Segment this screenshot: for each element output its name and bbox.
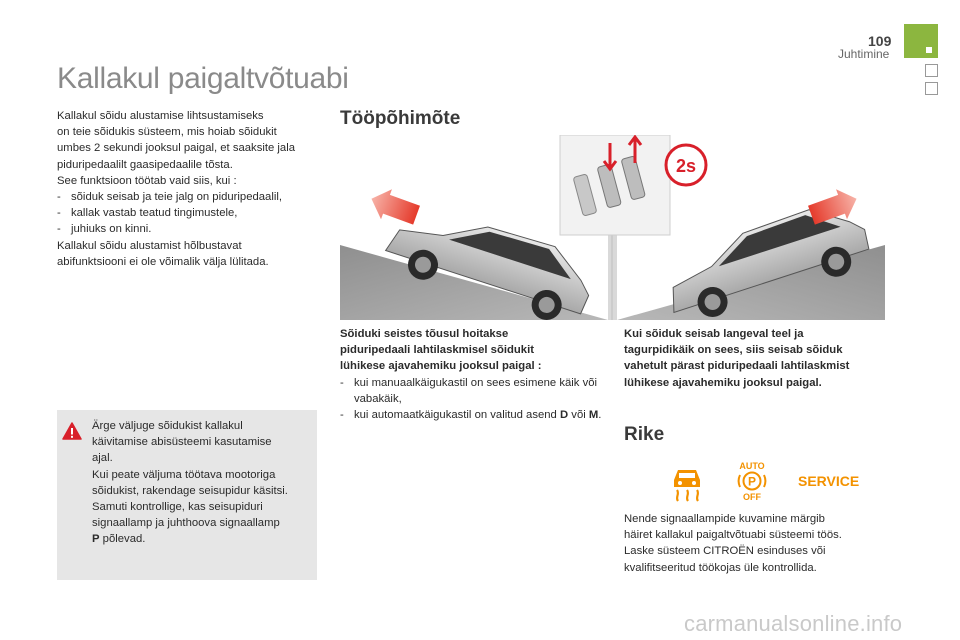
pedal-inset — [560, 135, 670, 235]
svg-text:OFF: OFF — [743, 492, 761, 502]
list-item: - juhiuks on kinni. — [57, 223, 152, 236]
tab-marker-icon — [926, 47, 932, 53]
skid-car-icon — [674, 470, 700, 501]
section-heading-fault: Rike — [624, 424, 665, 445]
intro-text: Kallakul sõidu alustamise lihtsustamiseks on teie sõidukis süsteem, mis hoiab sõidukit umbes 2 sekundi jooksul paigal, et saaksite jala piduripedaalilt gaasipedaalile tõsta. See funktsioon töötab vaid siis, kui : - sõiduk seisab ja teie jalg on piduripedaalil, - kallak vastab teatud tingimustele, - juhiuks on kinni. Kallakul sõidu alustamist hõlbustavat abifunktsiooni ei ole võimalik välja lülitada. — [57, 108, 319, 270]
list-item: - sõiduk seisab ja teie jalg on piduripedaalil, — [57, 191, 283, 204]
section-label: Juhtimine — [838, 47, 890, 61]
timer-2s-icon — [666, 145, 706, 185]
page-title: Kallakul paigaltvõtuabi — [57, 62, 349, 95]
list-item: - kallak vastab teatud tingimustele, — [57, 207, 238, 220]
list-item: - kui manuaalkäigukastil on sees esimene käik või vabakäik, — [340, 376, 598, 405]
chapter-tab[interactable] — [925, 64, 938, 77]
caption-downhill: Kui sõiduk seisab langeval teel ja tagurpidikäik on sees, siis seisab sõiduk vahetult pärast piduripedaali lahtilaskmist lühikese ajavahemiku jooksul paigal. — [624, 328, 850, 389]
svg-text:AUTO: AUTO — [739, 461, 765, 471]
page-number: 109 — [868, 33, 892, 49]
fault-warning-lamps — [670, 460, 860, 502]
chapter-tab[interactable] — [925, 82, 938, 95]
list-item: - kui automaatkäigukastil on valitud asend D või M. — [340, 409, 602, 422]
section-heading-principle: Tööpõhimõte — [340, 108, 461, 129]
warning-text: Ärge väljuge sõidukist kallakul käivitamise abisüsteemi kasutamise ajal. Kui peate väljuma töötava mootoriga sõidukist, rakendage seisupidur käsitsi. Samuti kontrollige, kas seisupiduri signaallamp ja juhthoova signaallamp P põlevad. — [92, 420, 288, 546]
svg-text:2s: 2s — [675, 156, 697, 176]
warning-triangle-icon — [62, 422, 82, 440]
service-icon — [798, 473, 859, 489]
fault-text: Nende signaallampide kuvamine märgib häiret kallakul paigaltvõtuabi süsteemi töös. Laske süsteem CITROËN esinduses või kvalifitseeritud töökojas üle kontrollida. — [624, 513, 842, 574]
svg-text:SERVICE: SERVICE — [798, 473, 860, 489]
caption-uphill: Sõiduki seistes tõusul hoitakse piduripedaali lahtilaskmisel sõidukit lühikese ajavahemiku jooksul paigal : - kui manuaalkäigukastil on sees esimene käik või vabakäik, - kui automaatkäigukastil on valitud asend D või M. — [340, 326, 602, 423]
auto-p-off-icon — [739, 461, 766, 502]
hill-start-illustration — [340, 135, 885, 320]
chapter-tab-active[interactable] — [904, 24, 938, 58]
watermark: carmanualsonline.info — [684, 611, 903, 636]
svg-text:P: P — [747, 474, 757, 489]
